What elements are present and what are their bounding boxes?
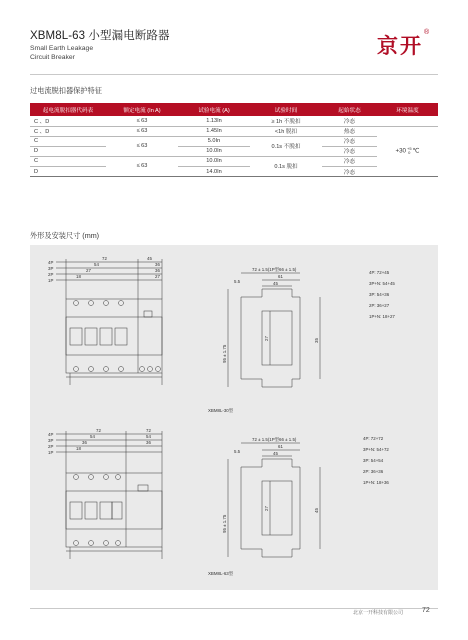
dim-label: 72: [96, 428, 101, 433]
table-cell: 10.0In: [178, 146, 250, 156]
table-cell: C: [30, 136, 106, 146]
terminal-screw: [89, 541, 94, 546]
table-cell: C 、D: [30, 116, 106, 126]
side-dim-label: 95 ± 1.75: [222, 514, 227, 533]
table-cell: 冷态: [322, 136, 377, 146]
ambient-upper-tolerance: +5: [406, 146, 412, 152]
table-cell: ≥ 1h 不脱扣: [250, 116, 322, 126]
terminal-screw: [119, 367, 124, 372]
side-dim-label: 35: [314, 338, 319, 343]
model-note: 3P+N: 54+45: [369, 281, 395, 286]
table-header-row: [30, 103, 438, 116]
table-cell: ≤ 63: [106, 136, 178, 156]
terminal-screw: [89, 301, 94, 306]
model-note: 2P: 36+36: [363, 469, 384, 474]
table-cell: 冷态: [322, 146, 377, 156]
model-note: 4P: 72+45: [369, 270, 390, 275]
dim-label: 72: [102, 256, 107, 261]
table-row: [30, 146, 438, 156]
breaker-handle: [70, 328, 82, 345]
dim-label: 18: [76, 274, 81, 279]
terminal-screw: [140, 367, 145, 372]
model-note: 3P: 54+36: [369, 292, 390, 297]
pole-label: 3P: [48, 438, 54, 443]
table-cell: C 、D: [30, 126, 106, 136]
table-row: [30, 136, 438, 146]
terminal-screw: [104, 541, 109, 546]
terminal-screw: [74, 541, 79, 546]
registered-mark: ®: [424, 29, 430, 36]
model-note: 3P+N: 54+72: [363, 447, 389, 452]
side-dim-label: 5.5: [234, 279, 241, 284]
table-cell: 0.1s 脱扣: [250, 156, 322, 176]
table-cell: 0.1s 不脱扣: [250, 136, 322, 156]
drawing-caption: XBM8L-30型: [208, 408, 234, 413]
terminal-screw: [89, 367, 94, 372]
dimension-drawings-panel: [30, 245, 438, 590]
dim-label: 54: [94, 262, 99, 267]
table-cell: 1.13In: [178, 116, 250, 126]
table-cell: D: [30, 166, 106, 176]
table-cell: 冷态: [322, 166, 377, 176]
column-header: 试验时间: [250, 103, 322, 116]
product-title: XBM8L-63 小型漏电断路器: [30, 30, 170, 42]
brand-logo: 京开: [377, 34, 423, 58]
ambient-temperature-cell: [377, 126, 438, 176]
model-note: 1P+N: 18+27: [369, 314, 395, 319]
pole-label: 2P: [48, 444, 54, 449]
dim-label: 54: [90, 434, 95, 439]
table-cell: ≤ 63: [106, 126, 178, 136]
table-cell: C: [30, 156, 106, 166]
page-number: 72: [422, 607, 430, 614]
dim-label: 27: [86, 268, 91, 273]
terminal-screw: [74, 367, 79, 372]
table-cell: ≤ 63: [106, 116, 178, 126]
section-heading-protection: 过电流脱扣器保护特征: [30, 86, 102, 95]
terminal-screw: [74, 301, 79, 306]
side-dim-label: 27: [264, 336, 269, 341]
dim-label: 36: [146, 440, 151, 445]
table-cell: 冷态: [322, 156, 377, 166]
table-cell: [377, 116, 438, 126]
pole-label: 1P: [48, 278, 54, 283]
table-cell: 热态: [322, 126, 377, 136]
breaker-handle: [70, 502, 82, 519]
ambient-base: +30: [395, 147, 406, 155]
terminal-screw: [148, 367, 153, 372]
column-header: 额定电流 (In A): [106, 103, 178, 116]
dim-label: 45: [147, 256, 152, 261]
dim-label: 54: [146, 434, 151, 439]
side-dim-label: 72 ± 1.5(1P型66 ± 1.5): [252, 437, 297, 442]
ambient-unit: ℃: [412, 147, 420, 155]
terminal-screw: [104, 301, 109, 306]
terminal-screw: [116, 541, 121, 546]
table-cell: 14.0In: [178, 166, 250, 176]
table-cell: D: [30, 146, 106, 156]
drawing-xbm8l-63-labels: [48, 428, 389, 576]
front-view-body: [66, 473, 162, 547]
terminal-screw: [156, 367, 161, 372]
dim-label: 27: [155, 274, 160, 279]
footer-company: 北京一开科技有限公司: [353, 610, 404, 616]
test-button: [144, 311, 152, 317]
side-view-profile: [241, 459, 300, 557]
side-dim-label: 61: [278, 274, 283, 279]
pole-label: 4P: [48, 260, 54, 265]
front-view-body: [66, 299, 162, 373]
terminal-screw: [104, 367, 109, 372]
dim-label: 36: [82, 440, 87, 445]
dim-label: 18: [76, 446, 81, 451]
table-cell: ≤ 63: [106, 156, 178, 176]
model-note: 3P: 54+54: [363, 458, 384, 463]
drawing-xbm8l-63: [56, 431, 320, 559]
section-heading-dimensions: 外形及安装尺寸 (mm): [30, 231, 100, 240]
breaker-handle: [100, 328, 112, 345]
table-cell: 冷态: [322, 116, 377, 126]
breaker-handle: [100, 502, 112, 519]
table-cell: 1.45In: [178, 126, 250, 136]
ambient-lower-tolerance: 0: [408, 150, 411, 156]
side-dim-label: 95 ± 1.75: [222, 344, 227, 363]
table-cell: 5.0In: [178, 136, 250, 146]
terminal-screw: [74, 475, 79, 480]
breaker-handle: [115, 328, 127, 345]
table-row: [30, 126, 438, 136]
pole-label: 3P: [48, 266, 54, 271]
header-divider: [30, 74, 438, 75]
side-dim-label: 45: [273, 451, 278, 456]
terminal-screw: [119, 301, 124, 306]
dim-label: 72: [146, 428, 151, 433]
dim-label: 36: [155, 262, 160, 267]
breaker-handle: [85, 502, 97, 519]
table-row: [30, 156, 438, 166]
column-header: 起始状态: [322, 103, 377, 116]
side-view-profile: [241, 289, 300, 387]
model-note: 2P: 36+27: [369, 303, 390, 308]
front-view-window: [66, 491, 162, 529]
side-dim-label: 61: [278, 444, 283, 449]
dim-label: 36: [155, 268, 160, 273]
protection-characteristics-table: [30, 103, 438, 177]
breaker-handle: [112, 502, 122, 519]
model-note: 4P: 72+72: [363, 436, 384, 441]
test-button: [138, 485, 148, 491]
terminal-screw: [89, 475, 94, 480]
model-note: 1P+N: 18+36: [363, 480, 389, 485]
pole-label: 4P: [48, 432, 54, 437]
column-header: 起电流脱扣器代码表: [30, 103, 106, 116]
drawing-caption: XBM8L-63型: [208, 571, 234, 576]
column-header: 环境温度: [377, 103, 438, 116]
table-cell: 10.0In: [178, 156, 250, 166]
side-dim-label: 27: [264, 506, 269, 511]
side-dim-label: 72 ± 1.5(1P型66 ± 1.5): [252, 267, 297, 272]
column-header: 试验电流 (A): [178, 103, 250, 116]
breaker-handle: [85, 328, 97, 345]
dimension-drawings-svg: [30, 245, 438, 590]
product-subtitle-line2: Circuit Breaker: [30, 54, 75, 61]
side-dim-label: 45: [314, 508, 319, 513]
terminal-screw: [104, 475, 109, 480]
pole-label: 1P: [48, 450, 54, 455]
table-cell: <1h 脱扣: [250, 126, 322, 136]
pole-label: 2P: [48, 272, 54, 277]
terminal-screw: [116, 475, 121, 480]
front-view-window: [66, 317, 162, 355]
side-dim-label: 45: [273, 281, 278, 286]
table-row: [30, 116, 438, 126]
product-subtitle-line1: Small Earth Leakage: [30, 45, 94, 52]
side-dim-label: 5.5: [234, 449, 241, 454]
table-row: [30, 166, 438, 176]
